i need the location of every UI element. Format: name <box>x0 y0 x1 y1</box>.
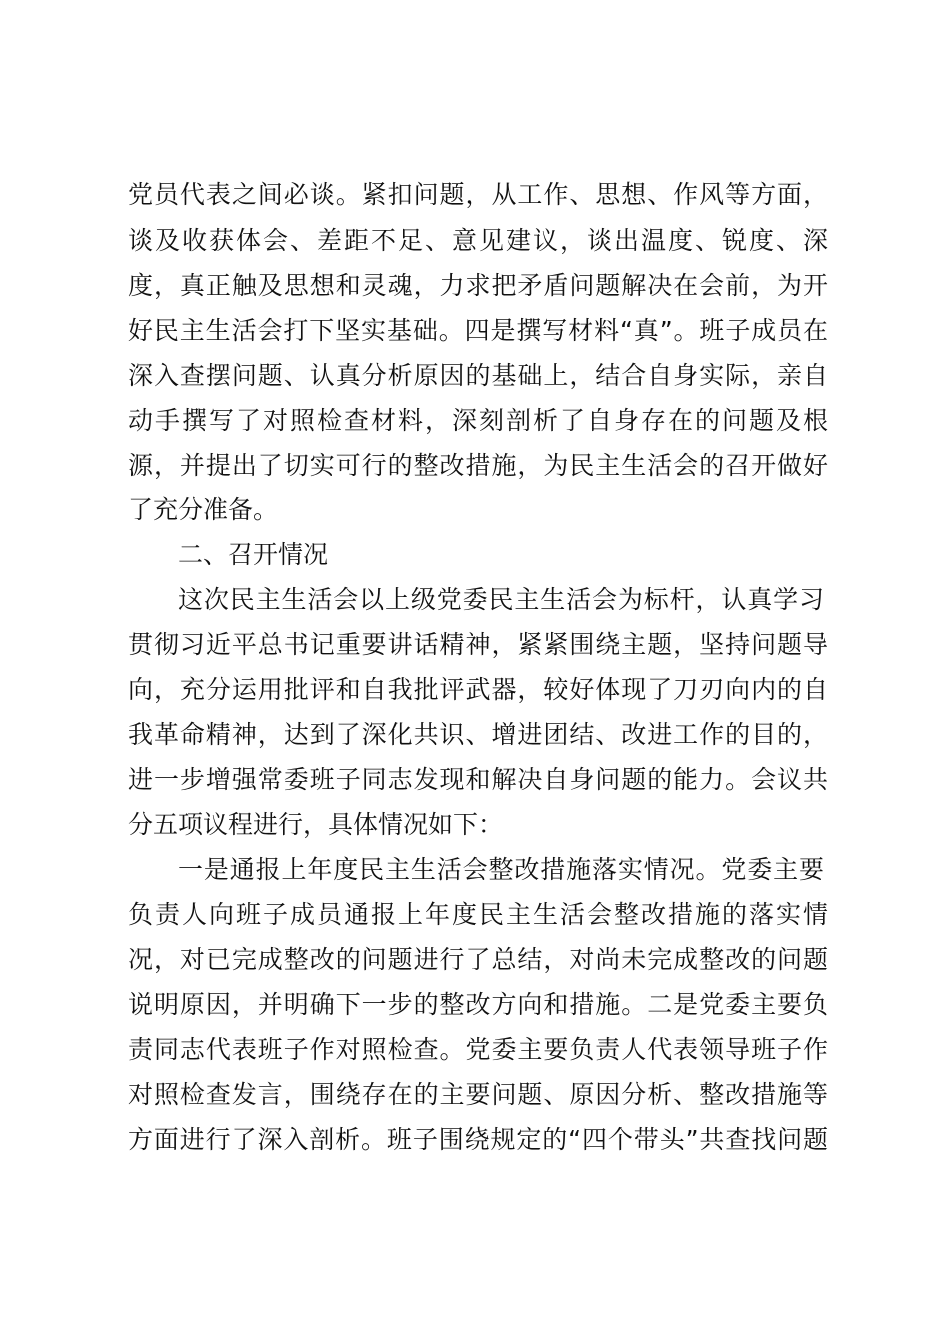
paragraph-line: 了充分准备。 <box>128 495 279 524</box>
paragraph-line: 党员代表之间必谈。紧扣问题，从工作、思想、作风等方面， <box>128 180 828 209</box>
paragraph-line: 分五项议程进行，具体情况如下： <box>128 810 504 839</box>
paragraph-line: 负责人向班子成员通报上年度民主生活会整改措施的落实情 <box>128 900 828 929</box>
paragraph-line: 进一步增强常委班子同志发现和解决自身问题的能力。会议共 <box>128 765 828 794</box>
paragraph-line: 度，真正触及思想和灵魂，力求把矛盾问题解决在会前，为开 <box>128 271 828 300</box>
paragraph-line: 深入查摆问题、认真分析原因的基础上，结合自身实际，亲自 <box>128 361 828 390</box>
paragraph-line: 这次民主生活会以上级党委民主生活会为标杆，认真学习 <box>178 585 824 614</box>
paragraph-line: 说明原因，并明确下一步的整改方向和措施。二是党委主要负 <box>128 990 828 1019</box>
paragraph-line: 况，对已完成整改的问题进行了总结，对尚未完成整改的问题 <box>128 945 828 974</box>
paragraph-line: 好民主生活会打下坚实基础。四是撰写材料“真”。班子成员在 <box>128 316 828 345</box>
paragraph-line: 源，并提出了切实可行的整改措施，为民主生活会的召开做好 <box>128 451 828 480</box>
paragraph-line: 动手撰写了对照检查材料，深刻剖析了自身存在的问题及根 <box>128 406 828 435</box>
paragraph-line: 对照检查发言，围绕存在的主要问题、原因分析、整改措施等 <box>128 1080 828 1109</box>
paragraph-line: 向，充分运用批评和自我批评武器，较好体现了刀刃向内的自 <box>128 675 828 704</box>
section-heading: 二、召开情况 <box>178 540 329 569</box>
paragraph-line: 责同志代表班子作对照检查。党委主要负责人代表领导班子作 <box>128 1035 828 1064</box>
paragraph-line: 贯彻习近平总书记重要讲话精神，紧紧围绕主题，坚持问题导 <box>128 630 828 659</box>
paragraph-line: 一是通报上年度民主生活会整改措施落实情况。党委主要 <box>178 855 824 884</box>
paragraph-line: 我革命精神，达到了深化共识、增进团结、改进工作的目的， <box>128 720 828 749</box>
paragraph-line: 方面进行了深入剖析。班子围绕规定的“四个带头”共查找问题 <box>128 1125 828 1154</box>
paragraph-line: 谈及收获体会、差距不足、意见建议，谈出温度、锐度、深 <box>128 226 828 255</box>
